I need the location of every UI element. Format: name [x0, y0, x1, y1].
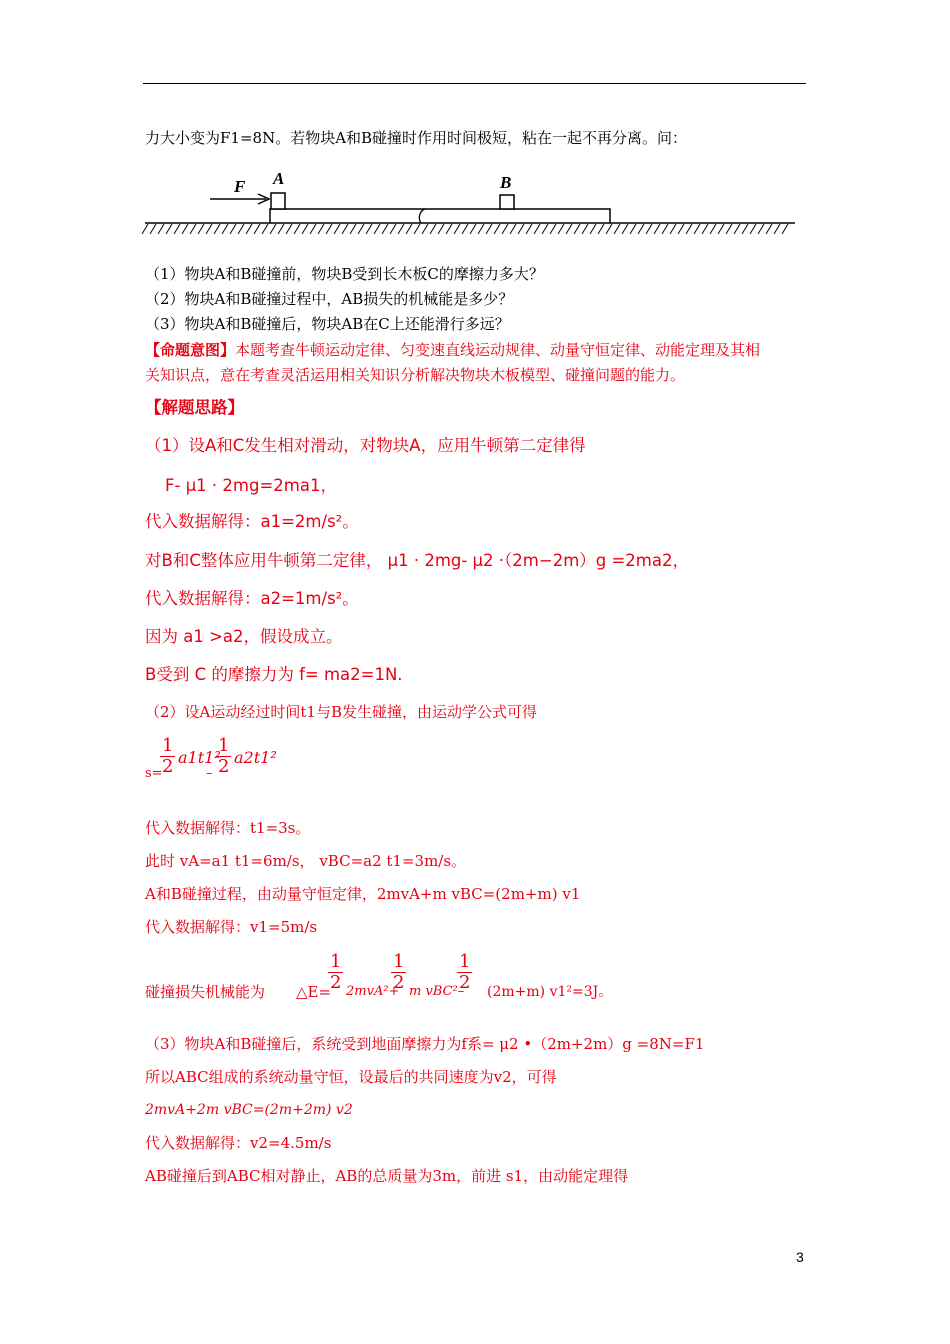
- part3-momentum: 2mvA+2m vBC=(2m+2m) v2: [145, 1102, 353, 1118]
- intent-line-2: 关知识点，意在考查灵活运用相关知识分析解决物块木板模型、碰撞问题的能力。: [145, 366, 686, 384]
- solution-4: 对B和C整体应用牛顿第二定律， μ1 · 2mg- μ2 ·（2m−2m）g =2ma2，: [145, 551, 689, 570]
- solution-6: 因为 a1 >a2，假设成立。: [145, 627, 343, 646]
- part2-intro: （2）设A运动经过时间t1与B发生碰撞，由运动学公式可得: [145, 703, 537, 721]
- solution-7: B受到 C 的摩擦力为 f= ma2=1N.: [145, 665, 403, 684]
- part3-energy: AB碰撞后到ABC相对静止，AB的总质量为3m，前进 s1，由动能定理得: [145, 1167, 629, 1185]
- part3-v2: 代入数据解得：v2=4.5m/s: [145, 1134, 332, 1152]
- label-A: A: [273, 169, 285, 188]
- solution-3: 代入数据解得：a1=2m/s²。: [145, 512, 359, 531]
- energy-term3: (2m+m) v1²=3J。: [487, 984, 613, 1000]
- frac-half-3: $\frac{1}{2}$: [330, 951, 342, 993]
- intent-header: 【命题意图】: [145, 341, 236, 359]
- s-eq-term1: a1t1²: [178, 748, 221, 767]
- solution-1: （1）设A和C发生相对滑动，对物块A，应用牛顿第二定律得: [145, 436, 586, 455]
- solution-5: 代入数据解得：a2=1m/s²。: [145, 589, 359, 608]
- solution-header: 【解题思路】: [145, 398, 244, 417]
- page-number: 3: [796, 1249, 804, 1265]
- s-eq-minus: –: [206, 766, 213, 781]
- frac-half-5: $\frac{1}{2}$: [459, 951, 471, 993]
- header-rule: [143, 83, 806, 84]
- energy-term2: m vBC²–: [409, 984, 465, 999]
- block-board-figure: [140, 166, 800, 246]
- energy-delta: △E=: [296, 983, 332, 1001]
- intro-line: 力大小变为F1=8N。若物块A和B碰撞时作用时间极短，粘在一起不再分离。问：: [145, 129, 688, 147]
- part3-intro: （3）物块A和B碰撞后，系统受到地面摩擦力为f系= μ2 •（2m+2m）g =8N=F1: [145, 1035, 705, 1053]
- part2-t1: 代入数据解得：t1=3s。: [145, 819, 311, 837]
- frac-half-1: $\frac{1}{2}$: [162, 735, 174, 777]
- question-3: （3）物块A和B碰撞后，物块AB在C上还能滑行多远？: [145, 315, 510, 333]
- label-F: F: [234, 177, 246, 196]
- frac-half-4: $\frac{1}{2}$: [393, 951, 405, 993]
- s-eq-term2: a2t1²: [234, 748, 277, 767]
- part2-v1: 代入数据解得：v1=5m/s: [145, 918, 318, 936]
- energy-label: 碰撞损失机械能为: [145, 983, 266, 1001]
- question-1: （1）物块A和B碰撞前，物块B受到长木板C的摩擦力多大？: [145, 265, 544, 283]
- part3-conservation: 所以ABC组成的系统动量守恒，设最后的共同速度为v2，可得: [145, 1068, 557, 1086]
- intent-line-1: [145, 340, 760, 360]
- question-2: （2）物块A和B碰撞过程中，AB损失的机械能是多少？: [145, 290, 514, 308]
- part2-velocities: 此时 vA=a1 t1=6m/s， vBC=a2 t1=3m/s。: [145, 852, 467, 870]
- part2-momentum: A和B碰撞过程，由动量守恒定律，2mvA+m vBC=(2m+m) v1: [145, 885, 581, 903]
- s-eq-prefix: s=: [145, 766, 163, 781]
- energy-term1: 2mvA²+: [346, 984, 400, 999]
- intent-text-1: 本题考查牛顿运动定律、匀变速直线运动规律、动量守恒定律、动能定理及其相: [235, 341, 761, 359]
- frac-half-2: $\frac{1}{2}$: [218, 735, 230, 777]
- solution-2: F- μ1 · 2mg=2ma1，: [165, 476, 337, 495]
- label-B: B: [500, 173, 512, 192]
